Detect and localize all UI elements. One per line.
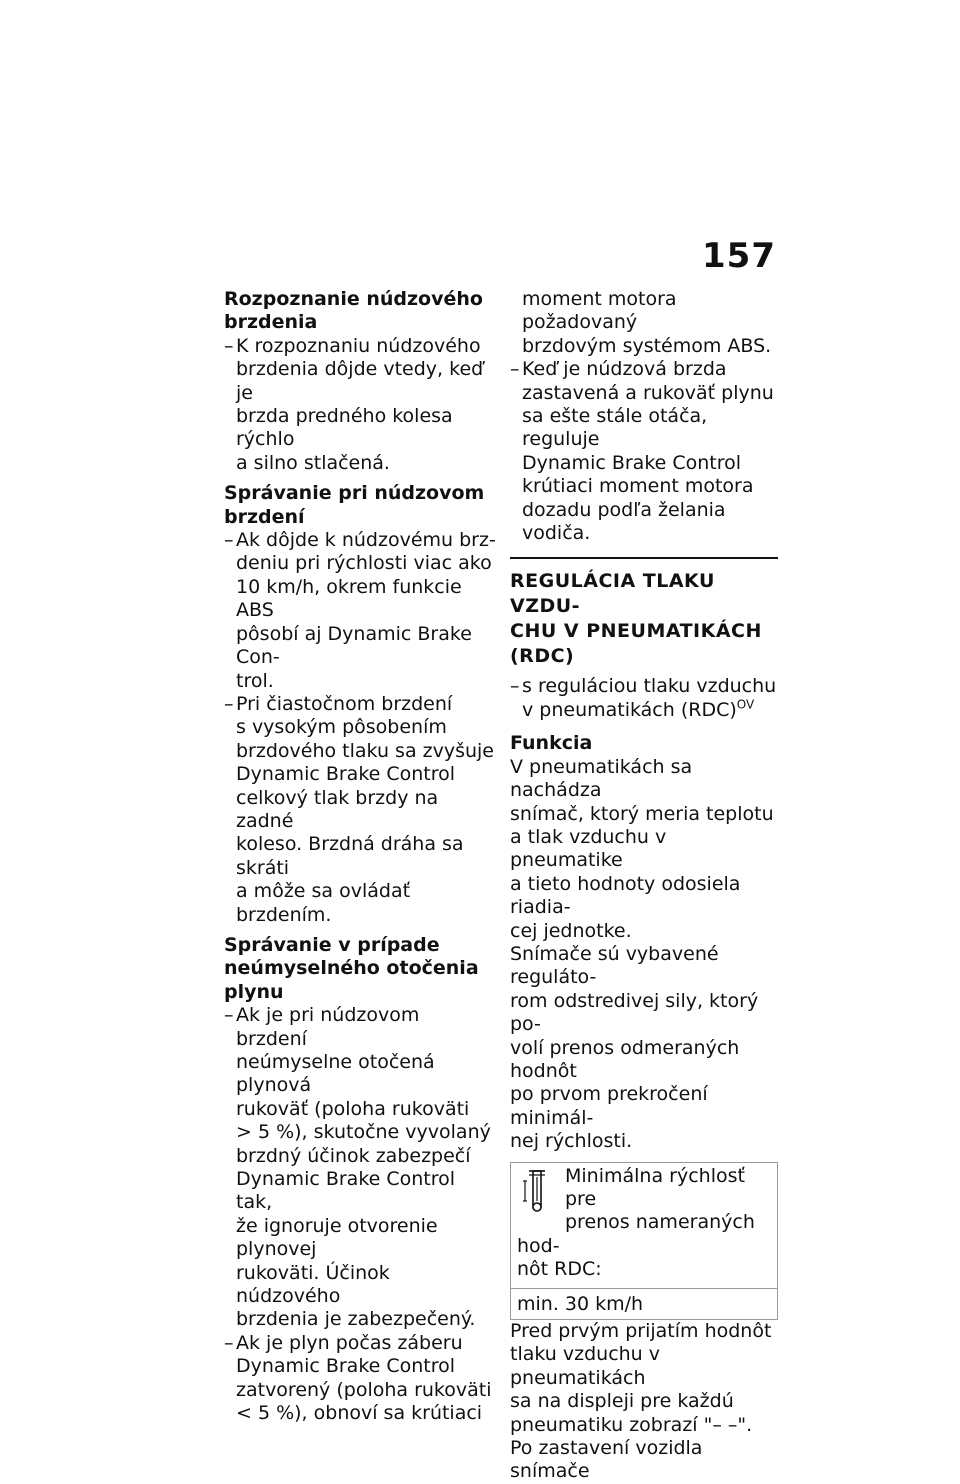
chapter-heading: REGULÁCIA TLAKU VZDU- CHU V PNEUMATIKÁCH (RDC) [510,570,762,668]
right-column [510,288,778,1484]
section-emergency-braking-behavior [224,482,496,927]
section-unintended-throttle [224,934,496,1426]
function-section [510,732,778,1153]
list-item: – Keď je núdzová brzda zastavená a rukoväť plynu sa ešte stále otáča, reguluje Dynamic Brake Control krútiaci moment motora dozadu podľa želania vodiča. [510,358,774,545]
list-item: – Ak je pri núdzovom brzdení neúmyselne otočená plynová rukoväť (poloha rukoväti > 5 %), skutočne vyvolaný brzdný účinok zabezpečí Dynamic Brake Control tak, že ignoruje otvorenie plynovej rukoväti. Účinok núdzového brzdenia je zabezpečený. [224,1004,491,1331]
paragraph: V pneumatikách sa nachádza snímač, ktorý meria teplotu a tlak vzduchu v pneumatike a tieto hodnoty odosiela riadia- cej jednotke. [510,755,774,942]
paragraph: Snímače sú vybavené reguláto- rom odstredivej sily, ktorý po- volí prenos odmeraných hodnôt po prvom prekročení minimál- nej rýchlosti. [510,942,759,1153]
paragraph: Pred prvým prijatím hodnôt tlaku vzduchu v pneumatikách sa na displeji pre každú pneumatiku zobrazí "– –". Po zastavení vozidla snímače [510,1320,772,1483]
tire-pressure-sensor-icon [521,1167,561,1215]
min-speed-value: min. 30 km/h [511,1288,777,1319]
page-number: 157 [702,236,776,276]
function-heading: Funkcia [510,732,593,755]
section-heading: Rozpoznanie núdzového brzdenia [224,288,483,334]
list-item: – Ak je plyn počas záberu Dynamic Brake Control zatvorený (poloha rukoväti < 5 %), obnoví sa krútiaci [224,1331,492,1425]
section-divider [510,557,778,559]
left-column [224,288,496,1426]
list-item-continuation: moment motora požadovaný brzdovým systémom ABS. [522,288,772,357]
rdc-note-box: Minimálna rýchlosť pre prenos nameraných hod- nôt RDC: min. 30 km/h [510,1162,778,1320]
section-heading: Správanie pri núdzovom brzdení [224,482,485,528]
section-emergency-braking-detection [224,288,496,475]
list-item: – Pri čiastočnom brzdení s vysokým pôsobením brzdového tlaku sa zvyšuje Dynamic Brake Control celkový tlak brzdy na zadné koleso. Brzdná dráha sa skráti a môže sa ovládať brzdením. [224,692,494,926]
section-heading: Správanie v prípade neúmyselného otočenia plynu [224,933,479,1003]
option-item: – s reguláciou tlaku vzduchu v pneumatikách (RDC)$^{OV}$ [510,675,777,721]
list-item: – Ak dôjde k núdzovému brz- deniu pri rýchlosti viac ako 10 km/h, okrem funkcie ABS pôsobí aj Dynamic Brake Con- trol. [224,529,496,692]
list-item: – K rozpoznaniu núdzového brzdenia dôjde vtedy, keď je brzda predného kolesa rýchlo a silno stlačená. [224,334,484,474]
option-code: OV [736,697,755,712]
